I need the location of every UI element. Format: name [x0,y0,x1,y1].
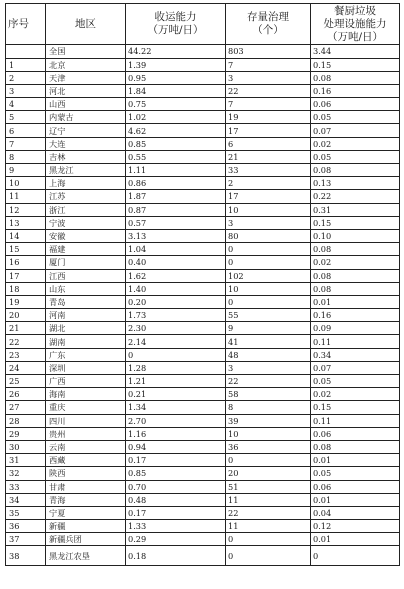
row-stock: 41 [226,335,311,348]
row-no: 1 [6,58,46,71]
row-region: 宁夏 [46,506,126,519]
row-kitchen: 0.08 [311,243,400,256]
row-collect: 4.62 [126,124,226,137]
row-region: 上海 [46,177,126,190]
row-region: 浙江 [46,203,126,216]
table-row [6,229,400,242]
row-collect: 1.02 [126,111,226,124]
row-collect: 3.13 [126,229,226,242]
row-kitchen: 0.08 [311,282,400,295]
row-region: 重庆 [46,401,126,414]
row-kitchen: 0.05 [311,111,400,124]
row-stock: 51 [226,480,311,493]
row-no: 7 [6,137,46,150]
row-stock: 33 [226,164,311,177]
row-no: 8 [6,150,46,163]
row-stock: 0 [226,546,311,566]
table-row [6,243,400,256]
row-kitchen: 0.08 [311,71,400,84]
table-row [6,190,400,203]
row-region: 陕西 [46,467,126,480]
row-region: 江苏 [46,190,126,203]
row-kitchen: 0.01 [311,454,400,467]
row-collect: 0.17 [126,454,226,467]
row-no: 5 [6,111,46,124]
row-stock: 2 [226,177,311,190]
header-kitchen [311,4,400,45]
row-kitchen: 0.07 [311,124,400,137]
row-collect: 2.14 [126,335,226,348]
header-collect [126,4,226,45]
table-row [6,335,400,348]
table-row [6,124,400,137]
table-row [6,506,400,519]
row-collect: 1.28 [126,361,226,374]
row-stock: 58 [226,388,311,401]
row-region: 大连 [46,137,126,150]
row-stock: 55 [226,309,311,322]
row-collect: 0.29 [126,533,226,546]
total-no [6,45,46,59]
table-row [6,177,400,190]
row-region: 深圳 [46,361,126,374]
table-row [6,454,400,467]
header-collect-line2: （万吨/日） [147,24,204,36]
row-kitchen: 0.15 [311,58,400,71]
row-kitchen: 0.05 [311,150,400,163]
row-region: 黑龙江农垦 [46,546,126,566]
row-collect: 0.70 [126,480,226,493]
row-no: 38 [6,546,46,566]
row-collect: 1.04 [126,243,226,256]
header-kitchen-line1: 餐厨垃圾 [334,4,376,17]
table-row [6,137,400,150]
table-row [6,256,400,269]
row-region: 北京 [46,58,126,71]
row-no: 17 [6,269,46,282]
row-stock: 22 [226,375,311,388]
row-collect: 1.33 [126,520,226,533]
row-kitchen: 0.02 [311,388,400,401]
row-no: 16 [6,256,46,269]
row-collect: 1.84 [126,84,226,97]
table-row [6,309,400,322]
header-no: 序号 [6,4,46,45]
row-collect: 1.39 [126,58,226,71]
row-region: 福建 [46,243,126,256]
header-stock [226,4,311,45]
row-no: 25 [6,375,46,388]
row-kitchen: 0.16 [311,309,400,322]
row-kitchen: 0.08 [311,164,400,177]
row-no: 28 [6,414,46,427]
row-stock: 7 [226,98,311,111]
table-row [6,98,400,111]
row-no: 21 [6,322,46,335]
row-kitchen: 0.12 [311,520,400,533]
row-stock: 102 [226,269,311,282]
row-collect: 1.62 [126,269,226,282]
row-kitchen: 0.02 [311,256,400,269]
data-table-container [5,3,399,566]
row-stock: 11 [226,493,311,506]
row-region: 吉林 [46,150,126,163]
table-row [6,361,400,374]
row-collect: 0.40 [126,256,226,269]
row-no: 22 [6,335,46,348]
row-collect: 1.11 [126,164,226,177]
row-region: 辽宁 [46,124,126,137]
row-no: 19 [6,295,46,308]
row-stock: 7 [226,58,311,71]
row-no: 4 [6,98,46,111]
row-region: 贵州 [46,427,126,440]
row-stock: 11 [226,520,311,533]
total-stock: 803 [226,45,311,59]
row-collect: 0.75 [126,98,226,111]
row-stock: 3 [226,216,311,229]
row-no: 37 [6,533,46,546]
row-kitchen: 0.09 [311,322,400,335]
row-no: 12 [6,203,46,216]
table-row [6,216,400,229]
row-no: 31 [6,454,46,467]
row-stock: 0 [226,243,311,256]
row-stock: 3 [226,361,311,374]
row-stock: 39 [226,414,311,427]
row-stock: 9 [226,322,311,335]
table-row [6,467,400,480]
table-row [6,533,400,546]
table-row [6,58,400,71]
row-no: 23 [6,348,46,361]
table-row [6,401,400,414]
row-region: 海南 [46,388,126,401]
table-row [6,71,400,84]
row-stock: 0 [226,454,311,467]
row-collect: 1.34 [126,401,226,414]
total-kitchen: 3.44 [311,45,400,59]
row-collect: 0.21 [126,388,226,401]
row-no: 14 [6,229,46,242]
row-kitchen: 0.06 [311,480,400,493]
row-region: 山西 [46,98,126,111]
row-kitchen: 0.13 [311,177,400,190]
row-region: 广西 [46,375,126,388]
row-stock: 8 [226,401,311,414]
row-kitchen: 0.08 [311,440,400,453]
row-stock: 10 [226,427,311,440]
row-stock: 80 [226,229,311,242]
table-row [6,427,400,440]
row-stock: 36 [226,440,311,453]
row-collect: 0.17 [126,506,226,519]
row-region: 四川 [46,414,126,427]
row-stock: 10 [226,203,311,216]
row-kitchen: 0.10 [311,229,400,242]
table-row [6,348,400,361]
header-region: 地区 [46,4,126,45]
table-row [6,375,400,388]
row-kitchen: 0.11 [311,335,400,348]
row-collect: 0.87 [126,203,226,216]
row-collect: 0.86 [126,177,226,190]
row-no: 33 [6,480,46,493]
table-row [6,295,400,308]
row-region: 新疆兵团 [46,533,126,546]
row-collect: 2.30 [126,322,226,335]
row-no: 24 [6,361,46,374]
row-no: 30 [6,440,46,453]
row-collect: 0.55 [126,150,226,163]
row-kitchen: 0.06 [311,98,400,111]
row-region: 湖北 [46,322,126,335]
row-kitchen: 0.07 [311,361,400,374]
row-region: 新疆 [46,520,126,533]
row-kitchen: 0.34 [311,348,400,361]
row-region: 黑龙江 [46,164,126,177]
row-no: 9 [6,164,46,177]
row-region: 河南 [46,309,126,322]
table-row [6,203,400,216]
row-collect: 0.94 [126,440,226,453]
row-no: 10 [6,177,46,190]
row-stock: 17 [226,124,311,137]
row-region: 山东 [46,282,126,295]
row-kitchen: 0 [311,546,400,566]
row-stock: 19 [226,111,311,124]
total-region: 全国 [46,45,126,59]
header-stock-line1: 存量治理 [247,11,289,23]
row-no: 20 [6,309,46,322]
row-stock: 0 [226,295,311,308]
row-kitchen: 0.06 [311,427,400,440]
row-no: 29 [6,427,46,440]
row-kitchen: 0.16 [311,84,400,97]
row-collect: 1.87 [126,190,226,203]
row-region: 天津 [46,71,126,84]
row-region: 青海 [46,493,126,506]
row-no: 32 [6,467,46,480]
row-kitchen: 0.01 [311,295,400,308]
row-region: 湖南 [46,335,126,348]
row-no: 34 [6,493,46,506]
table-row [6,282,400,295]
row-collect: 0.57 [126,216,226,229]
row-no: 27 [6,401,46,414]
row-kitchen: 0.31 [311,203,400,216]
row-collect: 1.16 [126,427,226,440]
total-row [6,45,400,59]
row-kitchen: 0.01 [311,493,400,506]
row-region: 内蒙古 [46,111,126,124]
row-region: 西藏 [46,454,126,467]
header-collect-line1: 收运能力 [154,11,197,23]
row-no: 2 [6,71,46,84]
row-region: 广东 [46,348,126,361]
row-region: 厦门 [46,256,126,269]
row-no: 26 [6,388,46,401]
row-kitchen: 0.08 [311,269,400,282]
row-stock: 0 [226,256,311,269]
header-stock-line2: （个） [252,24,284,36]
row-kitchen: 0.02 [311,137,400,150]
row-region: 安徽 [46,229,126,242]
row-region: 宁波 [46,216,126,229]
table-row [6,322,400,335]
row-collect: 1.40 [126,282,226,295]
table-row [6,520,400,533]
row-stock: 10 [226,282,311,295]
header-kitchen-line2: 处理设施能力 [323,17,387,30]
row-stock: 0 [226,533,311,546]
table-row [6,269,400,282]
row-region: 甘肃 [46,480,126,493]
row-stock: 17 [226,190,311,203]
row-kitchen: 0.04 [311,506,400,519]
row-collect: 1.73 [126,309,226,322]
row-region: 江西 [46,269,126,282]
table-row [6,480,400,493]
row-no: 35 [6,506,46,519]
table-row [6,164,400,177]
header-row [6,4,400,45]
row-collect: 0.95 [126,71,226,84]
table-row [6,546,400,566]
table-row [6,388,400,401]
row-kitchen: 0.01 [311,533,400,546]
row-no: 6 [6,124,46,137]
table-row [6,111,400,124]
table-row [6,84,400,97]
row-collect: 0.18 [126,546,226,566]
row-no: 36 [6,520,46,533]
row-stock: 48 [226,348,311,361]
row-stock: 20 [226,467,311,480]
table-row [6,150,400,163]
row-region: 云南 [46,440,126,453]
row-no: 3 [6,84,46,97]
row-collect: 0.85 [126,137,226,150]
row-stock: 22 [226,84,311,97]
row-kitchen: 0.15 [311,401,400,414]
row-stock: 22 [226,506,311,519]
row-no: 18 [6,282,46,295]
row-kitchen: 0.22 [311,190,400,203]
row-collect: 0 [126,348,226,361]
row-stock: 6 [226,137,311,150]
row-stock: 3 [226,71,311,84]
row-collect: 0.20 [126,295,226,308]
row-no: 11 [6,190,46,203]
row-kitchen: 0.15 [311,216,400,229]
table-row [6,493,400,506]
row-no: 15 [6,243,46,256]
row-region: 河北 [46,84,126,97]
header-kitchen-line3: （万吨/日） [326,30,384,43]
row-collect: 1.21 [126,375,226,388]
row-collect: 0.85 [126,467,226,480]
row-no: 13 [6,216,46,229]
row-kitchen: 0.05 [311,467,400,480]
row-collect: 0.48 [126,493,226,506]
row-region: 青岛 [46,295,126,308]
table-row [6,440,400,453]
total-collect: 44.22 [126,45,226,59]
row-kitchen: 0.11 [311,414,400,427]
row-stock: 21 [226,150,311,163]
table-row [6,414,400,427]
capacity-table [5,3,400,566]
row-collect: 2.70 [126,414,226,427]
row-kitchen: 0.05 [311,375,400,388]
